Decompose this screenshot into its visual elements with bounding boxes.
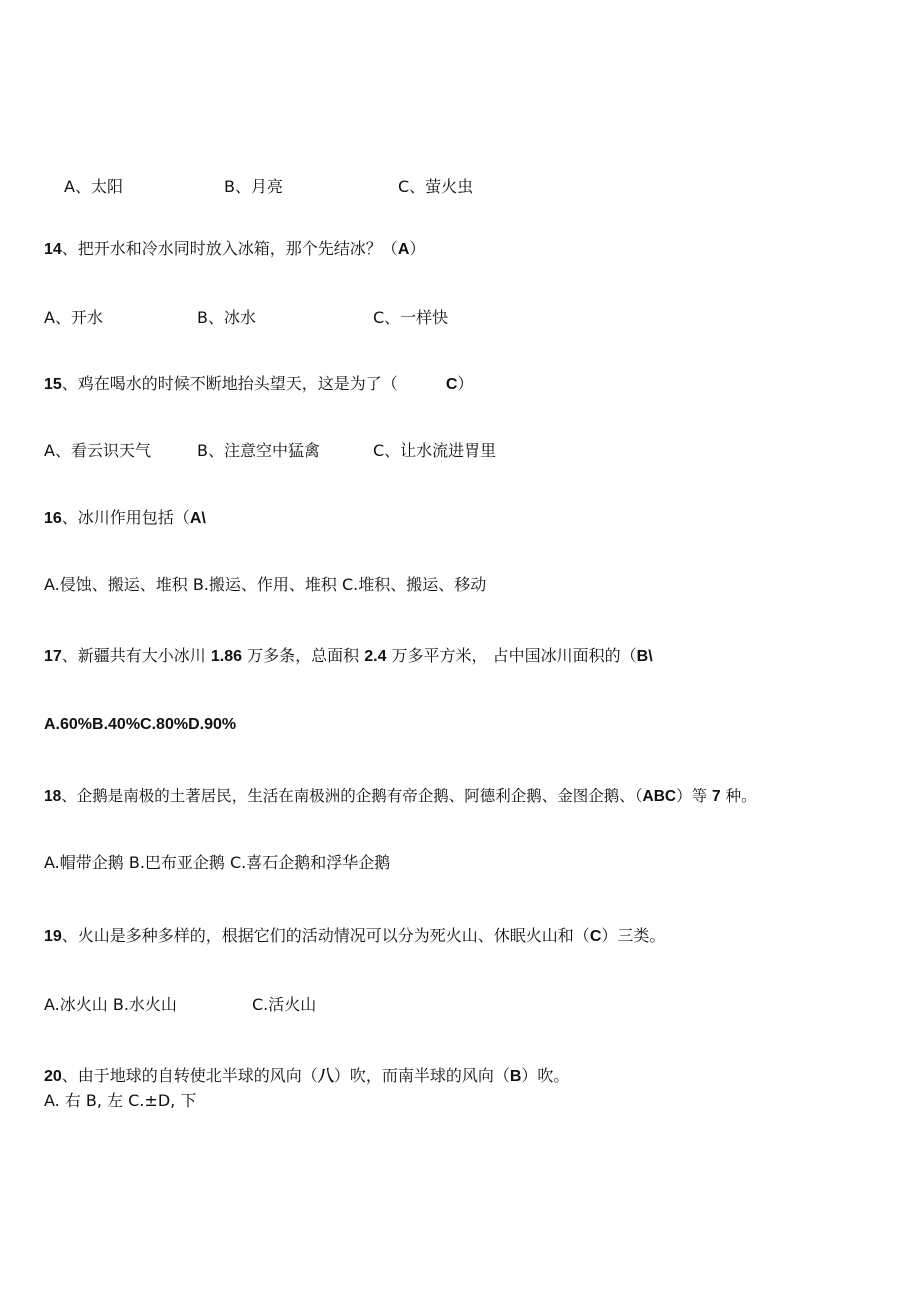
q14-close: ） bbox=[409, 239, 426, 258]
q14-question bbox=[44, 239, 425, 259]
q13-option-a bbox=[64, 177, 123, 197]
q19-option-c-text: C.活火山 bbox=[252, 995, 317, 1014]
q20-answer-1: 八 bbox=[317, 1068, 334, 1085]
q15-option-a bbox=[44, 441, 151, 461]
q16-number: 16 bbox=[44, 510, 62, 527]
q13-option-b bbox=[224, 177, 283, 197]
q13-option-a-text: A、太阳 bbox=[64, 177, 123, 196]
q18-text-1: 、企鹅是南极的土著居民，生活在南极洲的企鹅有帝企鹅、阿德利企鹅、金图企鹅、（ bbox=[61, 787, 643, 805]
q17-text-1: 、新疆共有大小冰川 bbox=[61, 646, 211, 665]
q13-option-b-text: B、月亮 bbox=[224, 177, 283, 196]
q17-answer: B\ bbox=[636, 648, 653, 665]
q15-question bbox=[44, 374, 473, 394]
q17-text-2: 万多条，总面积 bbox=[242, 646, 365, 665]
q17-text-3: 万多平方米， 占中国冰川面积的（ bbox=[386, 646, 637, 665]
q17-num-2: 2.4 bbox=[364, 648, 387, 665]
q20-options-text: A. 右 B, 左 C.±D, 下 bbox=[44, 1091, 197, 1110]
q19-option-a-b-text: A.冰火山 B.水火山 bbox=[44, 995, 177, 1014]
q19-text-2: ）三类。 bbox=[601, 926, 666, 945]
q14-option-b bbox=[197, 308, 256, 328]
q20-number: 20 bbox=[44, 1068, 62, 1085]
q16-text: 、冰川作用包括（ bbox=[61, 508, 190, 527]
q18-question bbox=[44, 786, 757, 806]
q15-option-c bbox=[373, 441, 496, 461]
q13-option-c bbox=[398, 177, 473, 197]
q19-number: 19 bbox=[44, 928, 62, 945]
q19-answer: C bbox=[589, 928, 602, 945]
q18-answer: ABC bbox=[642, 788, 677, 805]
q15-option-b-text: B、注意空中猛禽 bbox=[197, 441, 320, 460]
q20-question bbox=[44, 1066, 569, 1086]
q18-options bbox=[44, 853, 390, 873]
q16-options bbox=[44, 575, 486, 595]
q18-text-2: ）等 bbox=[676, 787, 713, 805]
q16-question bbox=[44, 508, 206, 528]
q17-number: 17 bbox=[44, 648, 62, 665]
q15-answer: C bbox=[445, 376, 458, 393]
q20-options bbox=[44, 1091, 196, 1111]
q17-question bbox=[44, 646, 653, 666]
q14-answer: A bbox=[397, 241, 410, 258]
q14-option-a bbox=[44, 308, 103, 328]
q14-option-c-text: C、一样快 bbox=[373, 308, 449, 327]
q18-num: 7 bbox=[712, 788, 721, 805]
q17-num-1: 1.86 bbox=[210, 648, 243, 665]
q15-option-c-text: C、让水流进胃里 bbox=[373, 441, 497, 460]
q13-option-c-text: C、萤火虫 bbox=[398, 177, 474, 196]
q15-option-b bbox=[197, 441, 320, 461]
q19-text-1: 、火山是多种多样的，根据它们的活动情况可以分为死火山、休眠火山和（ bbox=[61, 926, 590, 945]
q14-option-b-text: B、冰水 bbox=[197, 308, 256, 327]
q20-text-1: 、由于地球的自转使北半球的风向（ bbox=[61, 1066, 318, 1085]
q18-options-text: A.帽带企鹅 B.巴布亚企鹅 C.喜石企鹅和浮华企鹅 bbox=[44, 853, 391, 872]
q19-option-c bbox=[252, 995, 316, 1015]
q15-text: 、鸡在喝水的时候不断地抬头望天，这是为了（ bbox=[61, 374, 398, 393]
q16-answer: A\ bbox=[189, 510, 206, 527]
q20-answer-2: B bbox=[509, 1068, 522, 1085]
q14-option-c bbox=[373, 308, 448, 328]
q18-text-3: 种。 bbox=[720, 787, 757, 805]
q14-number: 14 bbox=[44, 241, 62, 258]
q16-options-text: A.侵蚀、搬运、堆积 B.搬运、作用、堆积 C.堆积、搬运、移动 bbox=[44, 575, 487, 594]
q18-number: 18 bbox=[44, 788, 62, 805]
q14-text: 、把开水和冷水同时放入冰箱，那个先结冰？（ bbox=[61, 239, 398, 258]
q20-text-3: ）吹。 bbox=[521, 1066, 570, 1085]
q19-option-a-b bbox=[44, 995, 177, 1015]
q17-options-text: A.60%B.40%C.80%D.90% bbox=[44, 716, 237, 733]
q15-close: ） bbox=[457, 374, 474, 393]
q20-text-2: ）吹，而南半球的风向（ bbox=[333, 1066, 510, 1085]
q15-option-a-text: A、看云识天气 bbox=[44, 441, 151, 460]
q19-question bbox=[44, 926, 665, 946]
q14-option-a-text: A、开水 bbox=[44, 308, 103, 327]
q17-options bbox=[44, 715, 236, 735]
q15-number: 15 bbox=[44, 376, 62, 393]
